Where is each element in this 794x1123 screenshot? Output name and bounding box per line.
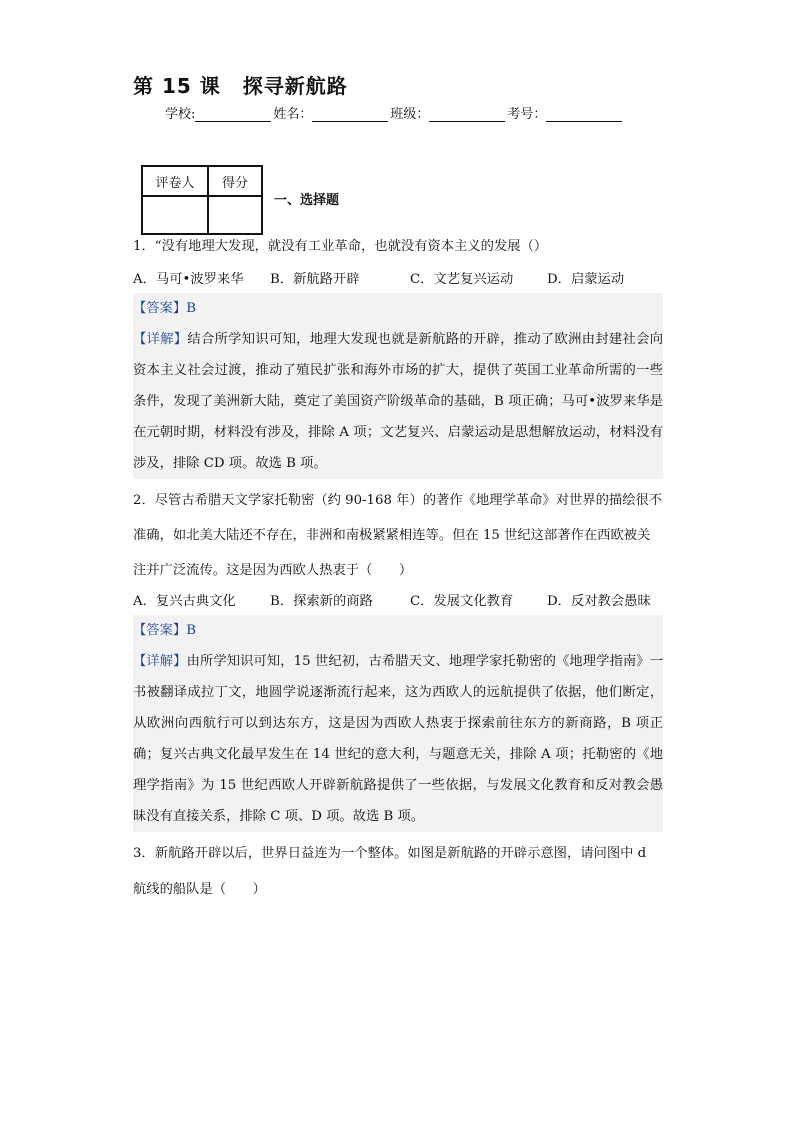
detail-tag: 【详解】 [133,332,188,347]
class-blank[interactable] [429,107,505,122]
score-table [141,165,263,235]
option-d[interactable]: D．启蒙运动 [547,272,625,287]
question-3-stem: 3．新航路开辟以后，世界日益连为一个整体。如图是新航路的开辟示意图，请问图中 d 航线的船队是（ ） [133,846,647,897]
page-title [133,70,370,99]
detail-tag: 【详解】 [133,654,187,669]
grader-cell[interactable] [142,196,208,234]
name-blank[interactable] [312,107,388,122]
option-a[interactable]: A．复兴古典文化 [133,594,236,609]
question-2-stem: 2．尽管古希腊天文学家托勒密（约 90-168 年）的著作《地理学革命》对世界的描绘很不准确，如北美大陆还不存在，非洲和南极紧紧相连等。但在 15 世纪这部著作在西欧被关注并广泛流传。这是因为西欧人热衷于（ ） [133,493,663,578]
question-2-options [133,590,651,609]
section-heading: 一、选择题 [274,193,340,208]
grader-header: 评卷人 [142,166,208,196]
option-d[interactable]: D．反对教会愚昧 [547,594,651,609]
exam-no-field[interactable]: 考号： [507,103,624,122]
student-info [165,103,624,122]
option-a[interactable]: A．马可•波罗来华 [133,272,244,287]
score-cell[interactable] [208,196,262,234]
exam-no-blank[interactable] [546,107,622,122]
answer-tag: 【答案】 [133,301,187,316]
option-b[interactable]: B．探索新的商路 [270,594,373,609]
lesson-number: 第 15 课 [133,74,221,98]
score-header: 得分 [208,166,262,196]
name-field[interactable]: 姓名： [273,103,390,122]
school-blank[interactable] [195,107,271,122]
class-field[interactable]: 班级： [390,103,507,122]
lesson-name: 探寻新航路 [242,74,348,98]
option-c[interactable]: C．发展文化教育 [410,594,514,609]
answer-tag: 【答案】 [133,623,187,638]
option-b[interactable]: B．新航路开辟 [270,272,360,287]
answer-value: B [186,623,196,638]
question-1-options [133,268,624,287]
question-1-stem: 1．“没有地理大发现，就没有工业革命，也就没有资本主义的发展（） [133,239,548,254]
answer-value: B [186,301,196,316]
question-1-answer-block [133,293,663,479]
school-field[interactable]: 学校: [165,103,273,122]
question-2-answer-block [133,615,663,832]
option-c[interactable]: C．文艺复兴运动 [410,272,514,287]
detail-text: 由所学知识可知，15 世纪初，古希腊天文、地理学家托勒密的《地理学指南》一书被翻译成拉丁文，地圆学说逐渐流行起来，这为西欧人的远航提供了依据，他们断定，从欧洲向西航行可以到达东方，这是因为西欧人热衷于探索前往东方的新商路，B 项正确；复兴古典文化最早发生在 14 世纪的意大利，与题意无关，排除 A 项；托勒密的《地理学指南》为 15 世纪西欧人开辟新航路提供了一些依据，与发展文化教育和反对教会愚昧没有直接关系，排除 C 项、D 项。故选 B 项。 [133,654,663,824]
detail-text: 结合所学知识可知，地理大发现也就是新航路的开辟，推动了欧洲由封建社会向资本主义社会过渡，推动了殖民扩张和海外市场的扩大，提供了英国工业革命所需的一些条件，发现了美洲新大陆，奠定了美国资产阶级革命的基础，B 项正确；马可•波罗来华是在元朝时期，材料没有涉及，排除 A 项；文艺复兴、启蒙运动是思想解放运动，材料没有涉及，排除 CD 项。故选 B 项。 [133,332,663,471]
